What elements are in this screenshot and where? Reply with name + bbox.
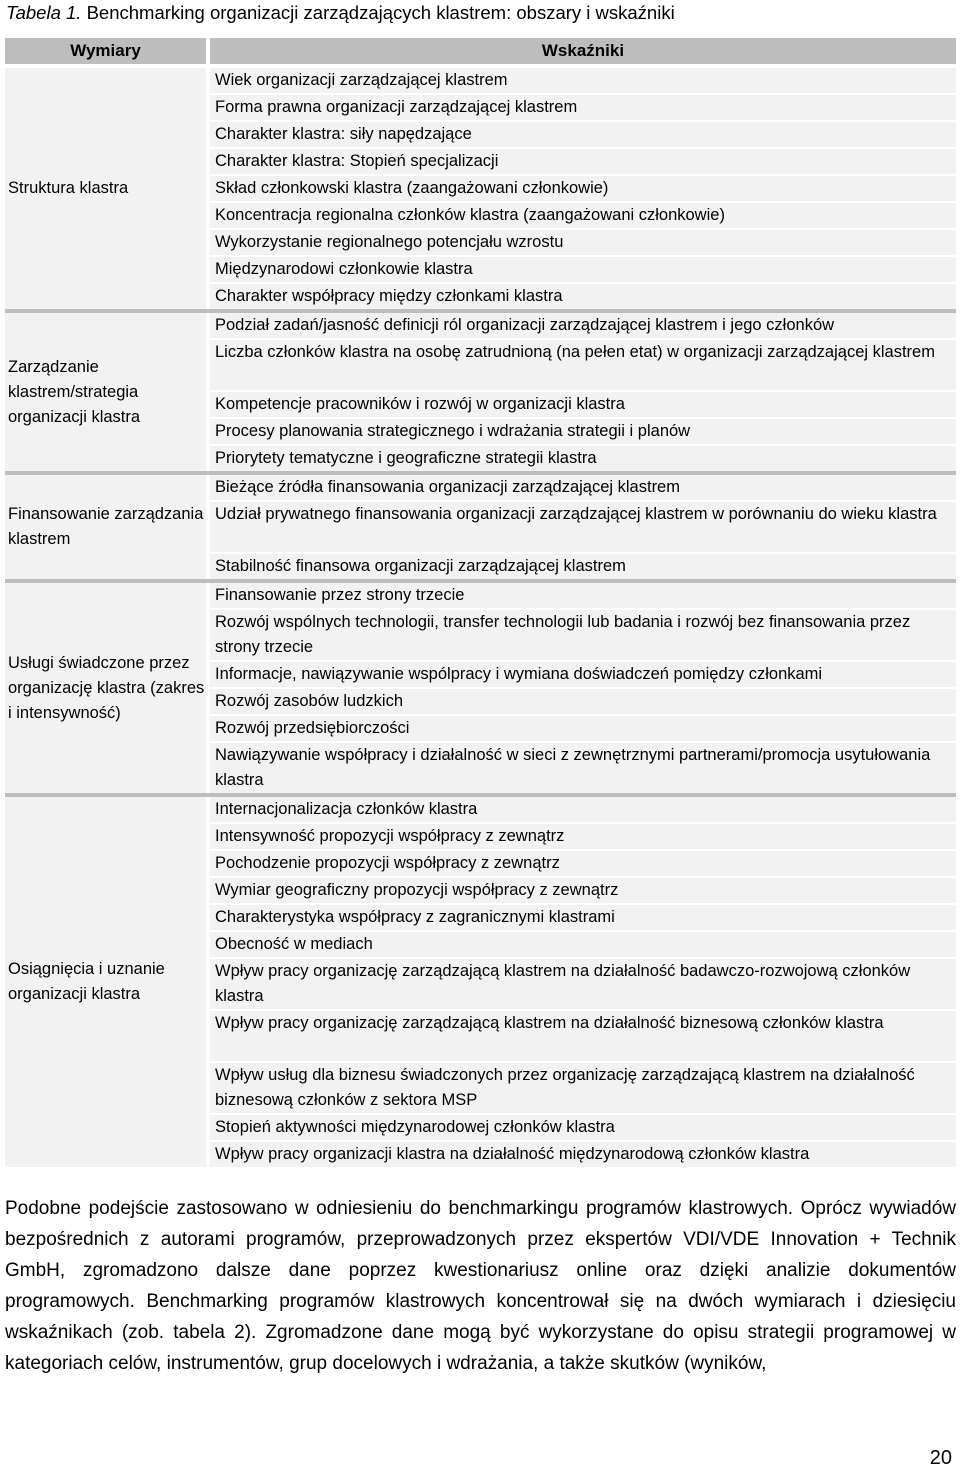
indicator-cell: Rozwój przedsiębiorczości xyxy=(210,716,956,741)
page-number: 20 xyxy=(929,1447,952,1469)
column-header-indicators: Wskaźniki xyxy=(210,38,956,64)
indicator-cell: Internacjonalizacja członków klastra xyxy=(210,797,956,822)
indicator-cell: Charakter klastra: Stopień specjalizacji xyxy=(210,149,956,174)
indicator-cell: Charakter współpracy między członkami klastra xyxy=(210,284,956,309)
indicator-cell: Wykorzystanie regionalnego potencjału wzrostu xyxy=(210,230,956,255)
indicator-cell: Koncentracja regionalna członków klastra (zaangażowani członkowie) xyxy=(210,203,956,228)
indicator-cell: Wpływ pracy organizacji klastra na działalność międzynarodową członków klastra xyxy=(210,1142,956,1167)
indicator-cell: Finansowanie przez strony trzecie xyxy=(210,583,956,608)
indicator-cell: Pochodzenie propozycji współpracy z zewnątrz xyxy=(210,851,956,876)
indicator-cell: Wpływ pracy organizację zarządzającą klastrem na działalność biznesową członków klastra xyxy=(210,1011,956,1061)
table-caption xyxy=(6,2,675,24)
table-caption-text: Benchmarking organizacji zarządzających klastrem: obszary i wskaźniki xyxy=(86,2,675,23)
indicator-cell: Liczba członków klastra na osobę zatrudnioną (na pełen etat) w organizacji zarządzającej klastrem xyxy=(210,340,956,390)
body-paragraph xyxy=(5,1193,956,1379)
indicator-cell: Międzynarodowi członkowie klastra xyxy=(210,257,956,282)
indicator-cell: Forma prawna organizacji zarządzającej klastrem xyxy=(210,95,956,120)
dimension-cell: Finansowanie zarządzania klastrem xyxy=(5,475,206,579)
indicator-cell: Wpływ usług dla biznesu świadczonych przez organizację zarządzającą klastrem na działalność biznesową członków z sektora MSP xyxy=(210,1063,956,1113)
indicator-cell: Intensywność propozycji współpracy z zewnątrz xyxy=(210,824,956,849)
table-caption-label: Tabela 1. xyxy=(6,2,82,23)
indicator-cell: Udział prywatnego finansowania organizacji zarządzającej klastrem w porównaniu do wieku klastra xyxy=(210,502,956,552)
indicator-cell: Rozwój zasobów ludzkich xyxy=(210,689,956,714)
indicator-cell: Nawiązywanie współpracy i działalność w sieci z zewnętrznymi partnerami/promocja usytułowania klastra xyxy=(210,743,956,793)
indicator-cell: Obecność w mediach xyxy=(210,932,956,957)
dimension-cell: Struktura klastra xyxy=(5,68,206,309)
indicator-cell: Stabilność finansowa organizacji zarządzającej klastrem xyxy=(210,554,956,579)
dimension-cell: Osiągnięcia i uznanie organizacji klastra xyxy=(5,797,206,1167)
benchmark-table xyxy=(5,38,956,1167)
indicator-cell: Stopień aktywności międzynarodowej członków klastra xyxy=(210,1115,956,1140)
indicator-cell: Rozwój wspólnych technologii, transfer technologii lub badania i rozwój bez finansowania przez strony trzecie xyxy=(210,610,956,660)
indicator-cell: Wiek organizacji zarządzającej klastrem xyxy=(210,68,956,93)
indicator-cell: Kompetencje pracowników i rozwój w organizacji klastra xyxy=(210,392,956,417)
indicator-cell: Wymiar geograficzny propozycji współpracy z zewnątrz xyxy=(210,878,956,903)
dimension-cell: Zarządzanie klastrem/strategia organizacji klastra xyxy=(5,313,206,471)
indicator-cell: Skład członkowski klastra (zaangażowani członkowie) xyxy=(210,176,956,201)
dimension-cell: Usługi świadczone przez organizację klastra (zakres i intensywność) xyxy=(5,583,206,793)
indicator-cell: Informacje, nawiązywanie wspólpracy i wymiana doświadczeń pomiędzy członkami xyxy=(210,662,956,687)
indicator-cell: Wpływ pracy organizację zarządzającą klastrem na działalność badawczo-rozwojową członków klastra xyxy=(210,959,956,1009)
body-paragraph-text: Podobne podejście zastosowano w odniesieniu do benchmarkingu programów klastrowych. Oprócz wywiadów bezpośrednich z autorami programów, przeprowadzonych przez ekspertów VDI/VDE Innovation + Technik GmbH, zgromadzono dalsze dane poprzez kwestionariusz online oraz dzięki analizie dokumentów programowych. Benchmarking programów klastrowych koncentrował się na dwóch wymiarach i dziesięciu wskaźnikach (zob. tabela 2). Zgromadzone dane mogą być wykorzystane do opisu strategii programowej w kategoriach celów, instrumentów, grup docelowych i wdrażania, a także skutków (wyników, xyxy=(5,1198,956,1374)
indicator-cell: Procesy planowania strategicznego i wdrażania strategii i planów xyxy=(210,419,956,444)
indicator-cell: Bieżące źródła finansowania organizacji zarządzającej klastrem xyxy=(210,475,956,500)
column-header-dimensions: Wymiary xyxy=(5,38,206,64)
indicator-cell: Priorytety tematyczne i geograficzne strategii klastra xyxy=(210,446,956,471)
indicator-cell: Charakter klastra: siły napędzające xyxy=(210,122,956,147)
indicator-cell: Podział zadań/jasność definicji ról organizacji zarządzającej klastrem i jego członków xyxy=(210,313,956,338)
indicator-cell: Charakterystyka współpracy z zagranicznymi klastrami xyxy=(210,905,956,930)
